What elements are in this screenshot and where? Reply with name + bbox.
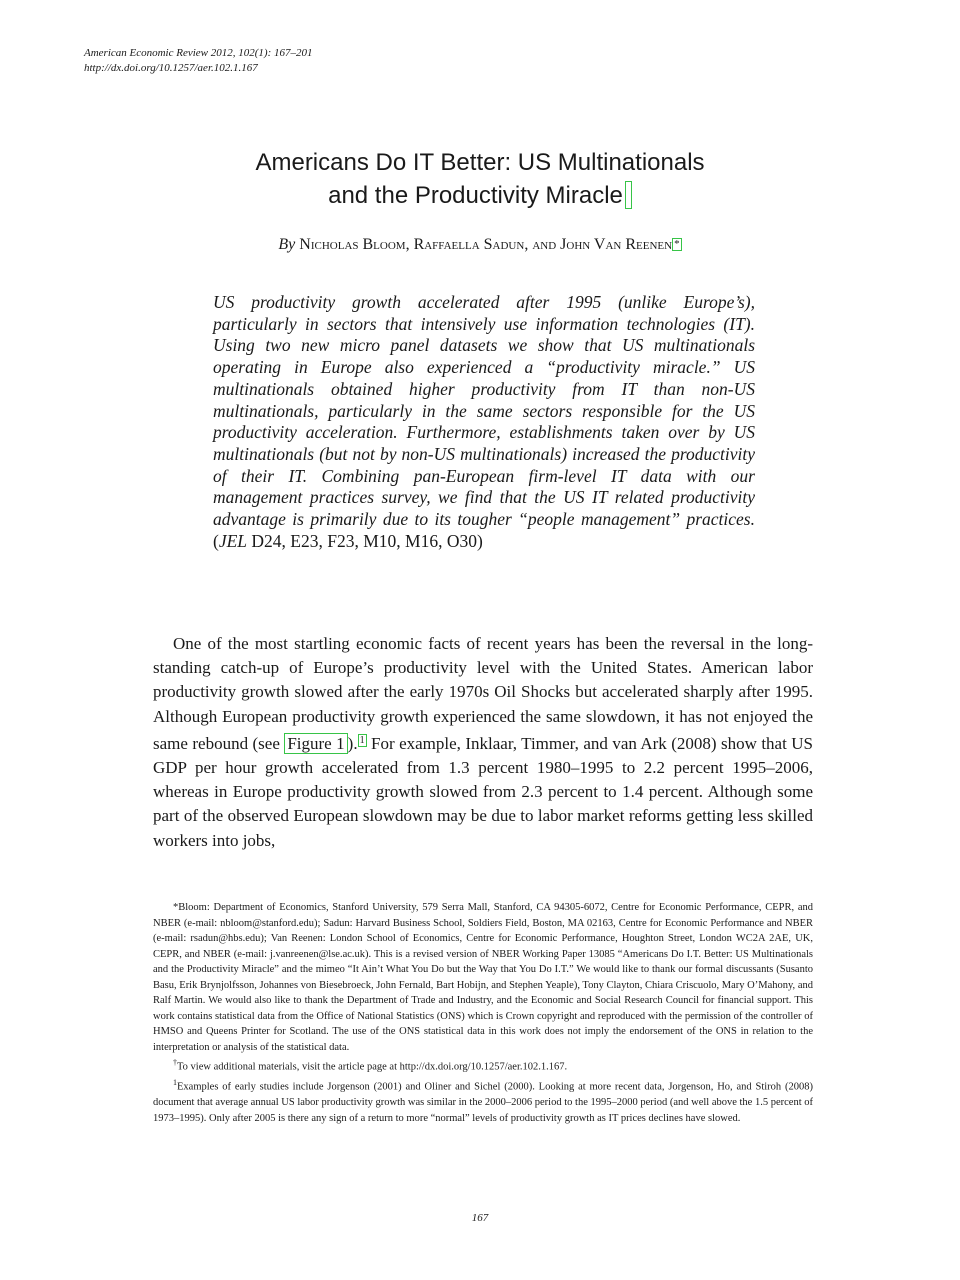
dagger-text: To view additional materials, visit the article page at http://dx.doi.org/10.1257/aer.102.1.167. xyxy=(177,1061,568,1073)
footnote-dagger xyxy=(153,1055,813,1075)
title-line-2 xyxy=(0,179,960,212)
page-number: 167 xyxy=(471,1212,489,1224)
footnote-1-marker: 1 xyxy=(173,1078,177,1087)
journal-citation: American Economic Review 2012, 102(1): 167–201 xyxy=(84,47,313,59)
footnote-1-link[interactable]: 1 xyxy=(359,734,365,746)
abstract-text: US productivity growth accelerated after 1995 (unlike Europe’s), particularly in sectors that intensively use information technologies (IT). Using two new micro panel datasets we show that US multinationals operating in Europe also experienced a “productivity miracle.” US multinationals obtained higher productivity from IT than non-US multinationals, particularly in the same sectors responsible for the US productivity acceleration. Furthermore, establishments taken over by US multinationals (but not by non-US multinationals) increased the productivity of their IT. Combining pan-European firm-level IT data with our management practices survey, we find that the US IT related productivity advantage is primarily due to its tougher “people management” practices. xyxy=(213,292,755,530)
body-text-part-1: One of the most startling economic facts of recent years has been the reversal in the long-standing catch-up of Europe’s productivity level with the United States. American labor productivity growth slowed after the early 1970s Oil Shocks but accelerated sharply after 1995. Although European productivity growth experienced the same slowdown, it has not enjoyed the same rebound (see xyxy=(153,634,813,753)
body-text-part-2: ). xyxy=(347,733,358,753)
footnote-1 xyxy=(153,1075,813,1126)
body-paragraph xyxy=(153,632,813,853)
body-text-part-3: For example, Inklaar, Timmer, and van Ark (2008) show that US GDP per hour growth accelerated from 1.3 percent 1980–1995 to 2.2 percent 1995–2006, whereas in Europe productivity growth slowed from 2.3 percent to 1.4 percent. Although some part of the observed European slowdown may be due to labor market reforms getting less skilled workers into jobs, xyxy=(153,733,813,850)
jel-codes: (JEL D24, E23, F23, M10, M16, O30) xyxy=(213,530,483,551)
jel-label: JEL xyxy=(218,530,248,551)
footnotes xyxy=(153,900,813,1126)
paper-title xyxy=(0,146,960,212)
jel-code-list: D24, E23, F23, M10, M16, O30 xyxy=(251,530,477,551)
author-by: By xyxy=(278,236,296,253)
footnote-author-affiliations: *Bloom: Department of Economics, Stanford University, 579 Serra Mall, Stanford, CA 94305-6072, Centre for Economic Performance, CEPR, and NBER (e-mail: nbloom@stanford.edu); Sadun: Harvard Business School, Soldiers Field, Boston, MA 02163, Centre for Economic Performance and NBER (e-mail: rsadun@hbs.edu); Van Reenen: London School of Economics, Centre for Economic Performance, Houghton Street, London WC2A 2AE, UK, CEPR, and NBER (e-mail: j.vanreenen@lse.ac.uk). This is a revised version of NBER Working Paper 13085 “Americans Do I.T. Better: US Multinationals and the Productivity Miracle” and the mimeo “It Ain’t What You Do but the Way that You Do I.T.” We would like to thank our formal discussants (Susanto Basu, Erik Brynjolfsson, Johannes von Biesebroeck, John Fernald, Bart Hobijn, and Stephen Yeaple), Tony Clayton, Chiara Criscuolo, Mary O’Mahony, and Ralf Martin. We would also like to thank the Department of Trade and Industry, and the Economic and Social Research Council for financial support. This work contains statistical data from the Office of National Statistics (ONS) which is Crown copyright and reproduced with the permission of the controller of HMSO and Queens Printer for Scotland. The use of the ONS statistical data in this work does not imply the endorsement of the ONS in relation to the interpretation or analysis of the statistical data. xyxy=(153,902,813,1053)
title-line-2-text: and the Productivity Miracle xyxy=(328,182,623,209)
doi-line: http://dx.doi.org/10.1257/aer.102.1.167 xyxy=(84,62,258,74)
author-footnote-link[interactable]: * xyxy=(674,238,680,250)
title-note-link[interactable] xyxy=(625,181,632,209)
journal-header xyxy=(84,46,313,76)
figure-1-link[interactable]: Figure 1 xyxy=(284,733,347,754)
abstract xyxy=(213,292,755,552)
title-line-1: Americans Do IT Better: US Multinationals xyxy=(255,149,705,176)
author-names: Nicholas Bloom, Raffaella Sadun, and John Van Reenen xyxy=(299,236,673,253)
dagger-marker: † xyxy=(173,1058,177,1067)
author-line xyxy=(0,236,960,254)
footnote-1-text: Examples of early studies include Jorgenson (2001) and Oliner and Sichel (2000). Looking at more recent data, Jorgenson, Ho, and Stiroh (2008) document that average annual US labor productivity growth was similar in the 2000–2006 period to the 1995–2000 period (and well above the 1.5 percent of 1973–1995). Only after 2005 is there any sign of a return to more “normal” levels of productivity growth as IT prices declines have slowed. xyxy=(153,1081,813,1124)
